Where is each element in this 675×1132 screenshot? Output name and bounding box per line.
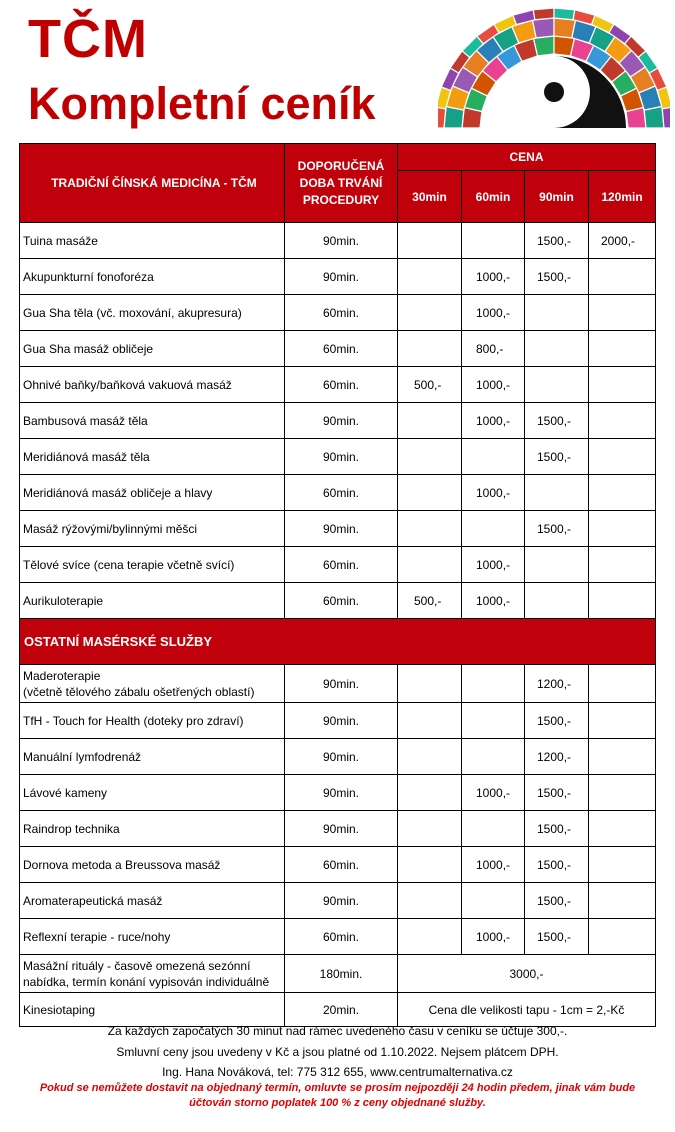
price-120min: 2000,- — [589, 223, 656, 259]
table-row — [20, 403, 656, 439]
table-row-name: Tělové svíce (cena terapie včetně svící) — [20, 547, 285, 583]
table-row — [20, 883, 656, 919]
price-30min — [398, 739, 462, 775]
footer-contact: Ing. Hana Nováková, tel: 775 312 655, www.centrumalternativa.cz — [162, 1065, 513, 1079]
table-row-duration: 60min. — [285, 583, 398, 619]
price-60min: 1000,- — [462, 295, 525, 331]
page-subtitle: Kompletní ceník — [28, 78, 376, 129]
header-duration: DOPORUČENÁ DOBA TRVÁNÍ PROCEDURY — [285, 144, 398, 223]
table-row-name: Aurikuloterapie — [20, 583, 285, 619]
price-90min — [525, 295, 589, 331]
price-30min — [398, 223, 462, 259]
table-row-duration: 60min. — [285, 295, 398, 331]
table-row — [20, 367, 656, 403]
price-60min — [462, 703, 525, 739]
price-30min — [398, 775, 462, 811]
table-row — [20, 259, 656, 295]
table-row-name: Raindrop technika — [20, 811, 285, 847]
section-title-other-massage: OSTATNÍ MASÉRSKÉ SLUŽBY — [20, 619, 656, 665]
price-90min: 1500,- — [525, 883, 589, 919]
table-row — [20, 919, 656, 955]
price-120min — [589, 919, 656, 955]
table-row-duration: 90min. — [285, 259, 398, 295]
table-row-name: Reflexní terapie - ruce/nohy — [20, 919, 285, 955]
price-30min — [398, 439, 462, 475]
price-120min — [589, 367, 656, 403]
price-90min: 1200,- — [525, 739, 589, 775]
price-60min: 1000,- — [462, 547, 525, 583]
table-row-duration: 90min. — [285, 511, 398, 547]
price-60min — [462, 511, 525, 547]
table-row-duration: 90min. — [285, 223, 398, 259]
price-30min — [398, 331, 462, 367]
table-row-name: Lávové kameny — [20, 775, 285, 811]
price-90min: 1500,- — [525, 703, 589, 739]
table-row-name: Masáž rýžovými/bylinnými měšci — [20, 511, 285, 547]
price-120min — [589, 703, 656, 739]
price-120min — [589, 403, 656, 439]
table-row-duration: 90min. — [285, 739, 398, 775]
price-90min: 1500,- — [525, 775, 589, 811]
table-row — [20, 703, 656, 739]
price-60min: 1000,- — [462, 847, 525, 883]
price-30min — [398, 919, 462, 955]
table-row-duration: 90min. — [285, 775, 398, 811]
table-row-name: Dornova metoda a Breussova masáž — [20, 847, 285, 883]
table-row-name: Gua Sha těla (vč. moxování, akupresura) — [20, 295, 285, 331]
price-90min — [525, 367, 589, 403]
price-90min — [525, 583, 589, 619]
price-120min — [589, 511, 656, 547]
price-120min — [589, 847, 656, 883]
table-row-name: Tuina masáže — [20, 223, 285, 259]
table-row-duration: 60min. — [285, 919, 398, 955]
price-30min — [398, 511, 462, 547]
yin-yang-mosaic-logo — [438, 6, 670, 130]
price-60min: 1000,- — [462, 775, 525, 811]
price-90min: 1200,- — [525, 665, 589, 703]
price-120min — [589, 883, 656, 919]
page-title: TČM — [28, 9, 148, 69]
table-row-name: Maderoterapie (včetně tělového zábalu ošetřených oblastí) — [20, 665, 285, 703]
table-row-name: Meridiánová masáž těla — [20, 439, 285, 475]
table-row — [20, 811, 656, 847]
price-90min — [525, 547, 589, 583]
price-90min: 1500,- — [525, 223, 589, 259]
header-90min: 90min — [525, 171, 589, 223]
price-120min — [589, 547, 656, 583]
table-row-name: TfH - Touch for Health (doteky pro zdraví) — [20, 703, 285, 739]
table-row — [20, 511, 656, 547]
table-row — [20, 331, 656, 367]
price-30min — [398, 811, 462, 847]
price-30min: 500,- — [398, 367, 462, 403]
price-60min — [462, 811, 525, 847]
price-120min — [589, 295, 656, 331]
price-90min: 1500,- — [525, 811, 589, 847]
table-row-name: Bambusová masáž těla — [20, 403, 285, 439]
price-90min: 1500,- — [525, 403, 589, 439]
table-row-duration: 90min. — [285, 439, 398, 475]
table-row — [20, 775, 656, 811]
price-60min — [462, 739, 525, 775]
table-row — [20, 547, 656, 583]
price-90min: 1500,- — [525, 439, 589, 475]
table-row — [20, 439, 656, 475]
table-row-duration: 60min. — [285, 475, 398, 511]
price-120min — [589, 811, 656, 847]
table-row-name: Meridiánová masáž obličeje a hlavy — [20, 475, 285, 511]
table-row-name: Kinesiotaping — [20, 993, 285, 1027]
price-rituals: 3000,- — [398, 955, 656, 993]
cancellation-warning: Pokud se nemůžete dostavit na objednaný termín, omluvte se prosím nejpozději 24 hodin předem, jinak vám bude účtován storno poplatek 100 % z ceny objednané služby. — [39, 1082, 636, 1109]
price-kinesiotaping: Cena dle velikosti tapu - 1cm = 2,-Kč — [398, 993, 656, 1027]
price-60min: 1000,- — [462, 919, 525, 955]
price-120min — [589, 775, 656, 811]
price-120min — [589, 583, 656, 619]
price-table — [19, 143, 656, 1027]
table-row-duration: 90min. — [285, 883, 398, 919]
price-90min: 1500,- — [525, 847, 589, 883]
price-90min — [525, 475, 589, 511]
header-120min: 120min — [589, 171, 656, 223]
table-row-name: Manuální lymfodrenáž — [20, 739, 285, 775]
footer-note-prices: Smluvní ceny jsou uvedeny v Kč a jsou platné od 1.10.2022. Nejsem plátcem DPH. — [116, 1045, 559, 1059]
price-120min — [589, 259, 656, 295]
table-row-duration: 60min. — [285, 547, 398, 583]
header-price-group: CENA — [398, 144, 656, 171]
table-row — [20, 847, 656, 883]
price-60min: 1000,- — [462, 259, 525, 295]
table-row-duration: 90min. — [285, 703, 398, 739]
footer-note-extra-time: Za každých započatých 30 minut nad rámec uvedeného času v ceníku se účtuje 300,-. — [107, 1024, 568, 1038]
price-30min — [398, 547, 462, 583]
price-30min — [398, 847, 462, 883]
price-30min — [398, 295, 462, 331]
table-row — [20, 223, 656, 259]
price-120min — [589, 439, 656, 475]
price-60min: 1000,- — [462, 403, 525, 439]
header-60min: 60min — [462, 171, 525, 223]
price-120min — [589, 331, 656, 367]
price-30min: 500,- — [398, 583, 462, 619]
price-30min — [398, 475, 462, 511]
price-60min: 1000,- — [462, 475, 525, 511]
table-row-duration: 90min. — [285, 665, 398, 703]
price-60min — [462, 883, 525, 919]
table-row — [20, 295, 656, 331]
table-row-name: Akupunkturní fonoforéza — [20, 259, 285, 295]
table-row — [20, 475, 656, 511]
header-service: TRADIČNÍ ČÍNSKÁ MEDICÍNA - TČM — [20, 144, 285, 223]
table-row-duration: 60min. — [285, 367, 398, 403]
price-30min — [398, 259, 462, 295]
table-row — [20, 583, 656, 619]
table-row-name: Aromaterapeutická masáž — [20, 883, 285, 919]
table-row-duration: 90min. — [285, 403, 398, 439]
price-30min — [398, 403, 462, 439]
price-60min — [462, 439, 525, 475]
table-row-duration: 60min. — [285, 331, 398, 367]
table-row-duration: 60min. — [285, 847, 398, 883]
price-90min: 1500,- — [525, 919, 589, 955]
table-row-duration: 20min. — [285, 993, 398, 1027]
table-row-duration: 180min. — [285, 955, 398, 993]
price-90min: 1500,- — [525, 259, 589, 295]
table-row-name: Masážní rituály - časově omezená sezónní nabídka, termín konání vypisován individuálně — [20, 955, 285, 993]
price-120min — [589, 475, 656, 511]
price-60min: 800,- — [462, 331, 525, 367]
table-row-name: Ohnivé baňky/baňková vakuová masáž — [20, 367, 285, 403]
table-row-duration: 90min. — [285, 811, 398, 847]
price-60min: 1000,- — [462, 583, 525, 619]
table-row-name: Gua Sha masáž obličeje — [20, 331, 285, 367]
price-120min — [589, 739, 656, 775]
header-30min: 30min — [398, 171, 462, 223]
price-30min — [398, 703, 462, 739]
price-90min: 1500,- — [525, 511, 589, 547]
table-row — [20, 739, 656, 775]
price-60min — [462, 223, 525, 259]
price-60min: 1000,- — [462, 367, 525, 403]
price-90min — [525, 331, 589, 367]
price-30min — [398, 883, 462, 919]
